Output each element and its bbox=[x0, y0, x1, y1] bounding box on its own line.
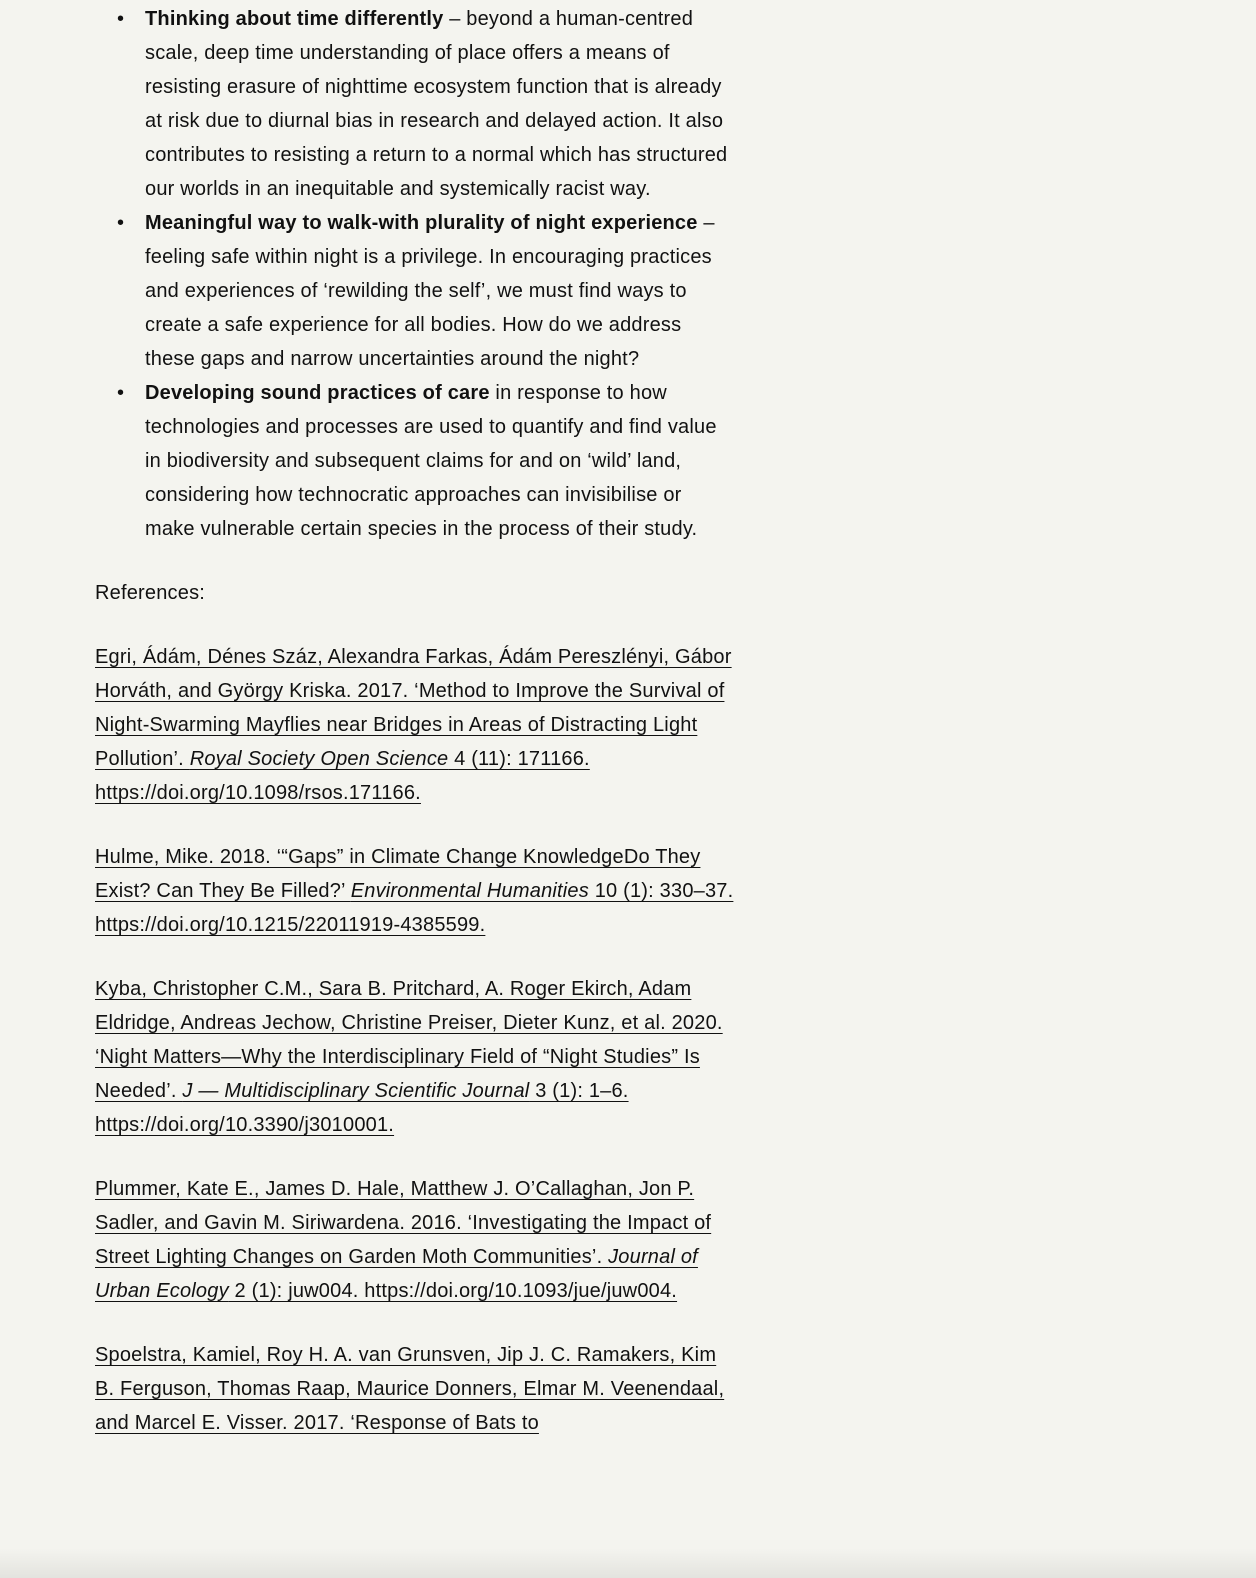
reference-entry bbox=[95, 640, 735, 810]
list-item bbox=[145, 2, 735, 206]
list-item bbox=[145, 376, 735, 546]
reference-journal: Environmental Humanities bbox=[350, 880, 589, 902]
reference-link[interactable]: Spoelstra, Kamiel, Roy H. A. van Grunsven, Jip J. C. Ramakers, Kim B. Ferguson, Thomas Raap, Maurice Donners, Elmar M. Veenendaal, and Marcel E. Visser. 2017. ‘Response of Bats to bbox=[95, 1344, 725, 1434]
list-item-heading: Developing sound practices of care bbox=[145, 382, 490, 404]
references-heading: References: bbox=[95, 582, 206, 604]
key-points-list bbox=[95, 2, 735, 546]
list-item bbox=[145, 206, 735, 376]
list-item-heading: Thinking about time differently bbox=[145, 8, 444, 30]
reference-link[interactable]: Kyba, Christopher C.M., Sara B. Pritchard, A. Roger Ekirch, Adam Eldridge, Andreas Jechow, Christine Preiser, Dieter Kunz, et al. 2020. ‘Night Matters—Why the Interdisciplinary Field of “Night Studies” Is Needed’. J — Multidisciplinary Scientific Journal 3 (1): 1–6. https://doi.org/10.3390/j3010001. bbox=[95, 978, 723, 1136]
reference-link[interactable]: Plummer, Kate E., James D. Hale, Matthew J. O’Callaghan, Jon P. Sadler, and Gavin M. Siriwardena. 2016. ‘Investigating the Impact of Street Lighting Changes on Garden Moth Communities’. Journal of Urban Ecology 2 (1): juw004. https://doi.org/10.1093/jue/juw004. bbox=[95, 1178, 712, 1302]
reference-entry bbox=[95, 840, 735, 942]
bottom-fade bbox=[0, 1548, 1256, 1578]
reference-entry bbox=[95, 1172, 735, 1308]
list-item-text: – feeling safe within night is a privilege. In encouraging practices and experiences of ‘rewilding the self’, we must find ways to create a safe experience for all bodies. How do we address these gaps and narrow uncertainties around the night? bbox=[145, 212, 715, 370]
reference-link[interactable]: Egri, Ádám, Dénes Száz, Alexandra Farkas, Ádám Pereszlényi, Gábor Horváth, and György Kriska. 2017. ‘Method to Improve the Survival of Night-Swarming Mayflies near Bridges in Areas of Distracting Light Pollution’. Royal Society Open Science 4 (11): 171166. https://doi.org/10.1098/rsos.171166. bbox=[95, 646, 732, 804]
reference-link[interactable]: Hulme, Mike. 2018. ‘“Gaps” in Climate Change KnowledgeDo They Exist? Can They Be Filled?’ Environmental Humanities 10 (1): 330–37. https://doi.org/10.1215/22011919-4385599. bbox=[95, 846, 734, 936]
reference-journal: Journal of Urban Ecology bbox=[95, 1246, 698, 1302]
list-item-heading: Meaningful way to walk-with plurality of night experience bbox=[145, 212, 698, 234]
reference-entry bbox=[95, 1338, 735, 1440]
reference-journal: J — Multidisciplinary Scientific Journal bbox=[182, 1080, 530, 1102]
article-body bbox=[95, 2, 735, 1440]
list-item-text: – beyond a human-centred scale, deep time understanding of place offers a means of resisting erasure of nighttime ecosystem function that is already at risk due to diurnal bias in research and delayed action. It also contributes to resisting a return to a normal which has structured our worlds in an inequitable and systemically racist way. bbox=[145, 8, 728, 200]
reference-journal: Royal Society Open Science bbox=[189, 748, 449, 770]
list-item-text: in response to how technologies and processes are used to quantify and find value in biodiversity and subsequent claims for and on ‘wild’ land, considering how technocratic approaches can invisibilise or make vulnerable certain species in the process of their study. bbox=[145, 382, 717, 540]
reference-entry bbox=[95, 972, 735, 1142]
